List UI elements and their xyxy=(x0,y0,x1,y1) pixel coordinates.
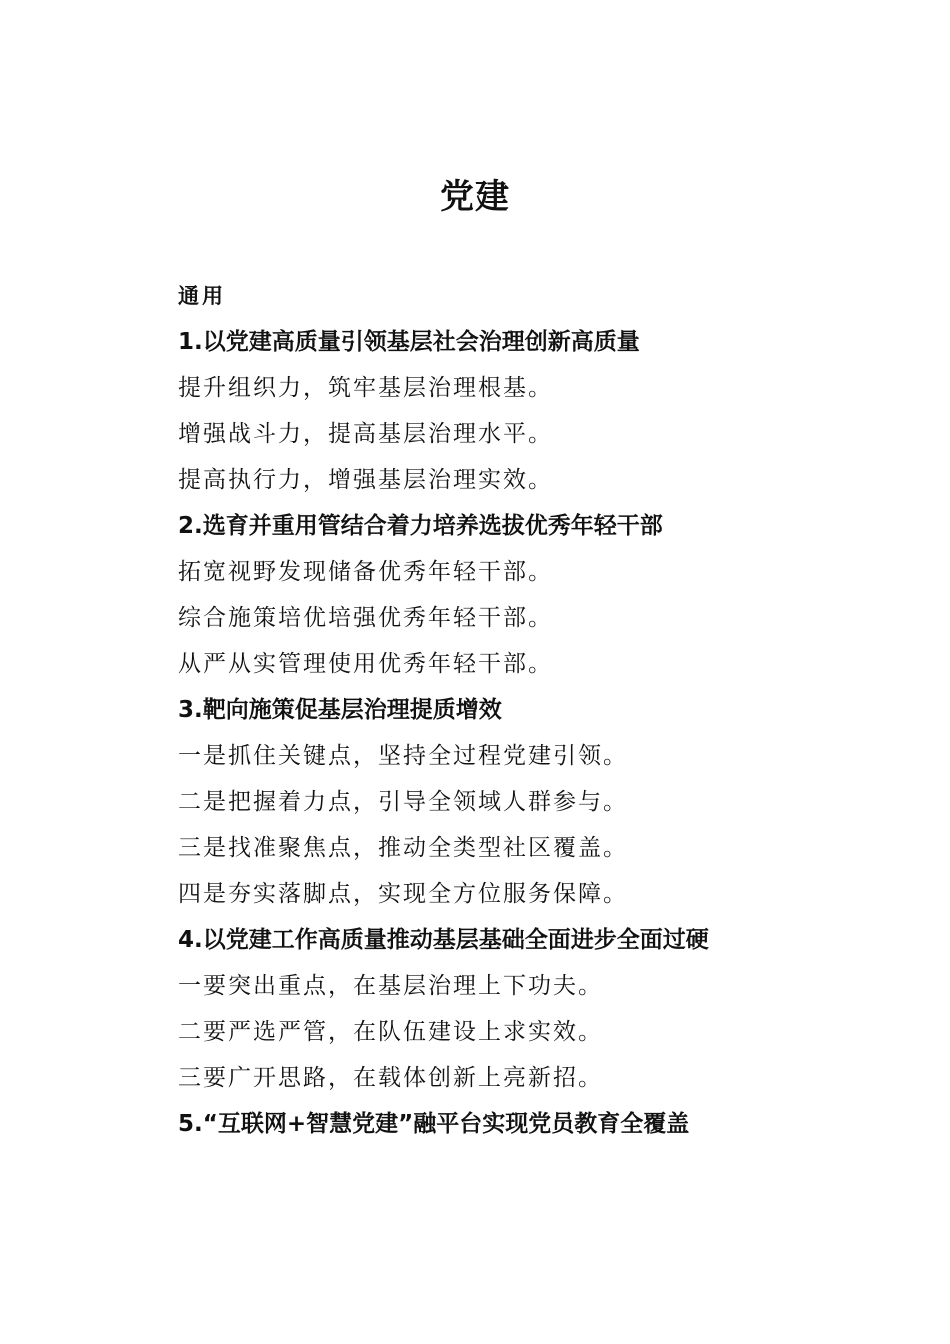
section-label: 通用 xyxy=(178,283,226,308)
list-item: 三是找准聚焦点，推动全类型社区覆盖。 xyxy=(178,835,628,861)
list-item: 一要突出重点，在基层治理上下功夫。 xyxy=(178,973,603,999)
list-item: 二是把握着力点，引导全领域人群参与。 xyxy=(178,789,628,815)
list-item: 拓宽视野发现储备优秀年轻干部。 xyxy=(178,559,553,585)
list-item: 增强战斗力，提高基层治理水平。 xyxy=(178,421,553,447)
section-heading-5: 5.“互联网+智慧党建”融平台实现党员教育全覆盖 xyxy=(178,1111,690,1137)
list-item: 从严从实管理使用优秀年轻干部。 xyxy=(178,651,553,677)
page-title: 党建 xyxy=(440,177,510,217)
section-heading-4: 4.以党建工作高质量推动基层基础全面进步全面过硬 xyxy=(178,927,709,953)
list-item: 二要严选严管，在队伍建设上求实效。 xyxy=(178,1019,603,1045)
list-item: 三要广开思路，在载体创新上亮新招。 xyxy=(178,1065,603,1091)
section-heading-1: 1.以党建高质量引领基层社会治理创新高质量 xyxy=(178,329,640,355)
section-heading-2: 2.选育并重用管结合着力培养选拔优秀年轻干部 xyxy=(178,513,663,539)
list-item: 提高执行力，增强基层治理实效。 xyxy=(178,467,553,493)
list-item: 四是夯实落脚点，实现全方位服务保障。 xyxy=(178,881,628,907)
section-heading-3: 3.靶向施策促基层治理提质增效 xyxy=(178,697,502,723)
list-item: 综合施策培优培强优秀年轻干部。 xyxy=(178,605,553,631)
list-item: 提升组织力，筑牢基层治理根基。 xyxy=(178,375,553,401)
document-body xyxy=(178,273,818,1147)
list-item: 一是抓住关键点，坚持全过程党建引领。 xyxy=(178,743,628,769)
